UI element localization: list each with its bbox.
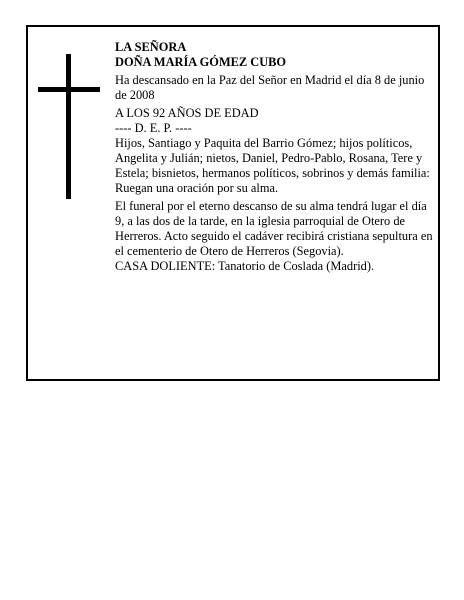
cross-horizontal-bar <box>38 87 100 92</box>
prayer-request: Ruegan una oración por su alma. <box>115 181 279 195</box>
notice-text <box>115 40 433 274</box>
obituary-notice <box>26 25 440 381</box>
cross-icon <box>38 54 100 199</box>
deceased-name: DOÑA MARÍA GÓMEZ CUBO <box>115 55 287 69</box>
notice-title: LA SEÑORA <box>115 40 187 54</box>
funeral-details: El funeral por el eterno descanso de su alma tendrá lugar el día 9, a las dos de la tarde, en la iglesia parroquial de Otero de Herreros. Acto seguido el cadáver recibirá cristiana sepultura en el cementerio de Otero de Herreros (Segovia). <box>115 199 433 258</box>
mourning-house: CASA DOLIENTE: Tanatorio de Coslada (Madrid). <box>115 259 375 273</box>
rip-line: ---- D. E. P. ---- <box>115 121 192 135</box>
cross-vertical-bar <box>66 54 71 199</box>
passing-statement: Ha descansado en la Paz del Señor en Madrid el día 8 de junio de 2008 <box>115 73 425 102</box>
age-statement: A LOS 92 AÑOS DE EDAD <box>115 106 259 120</box>
family-list: Hijos, Santiago y Paquita del Barrio Gómez; hijos políticos, Angelita y Julián; nietos, Daniel, Pedro-Pablo, Rosana, Tere y Estela; bisnietos, hermanos políticos, sobrinos y demás familia: <box>115 136 430 180</box>
